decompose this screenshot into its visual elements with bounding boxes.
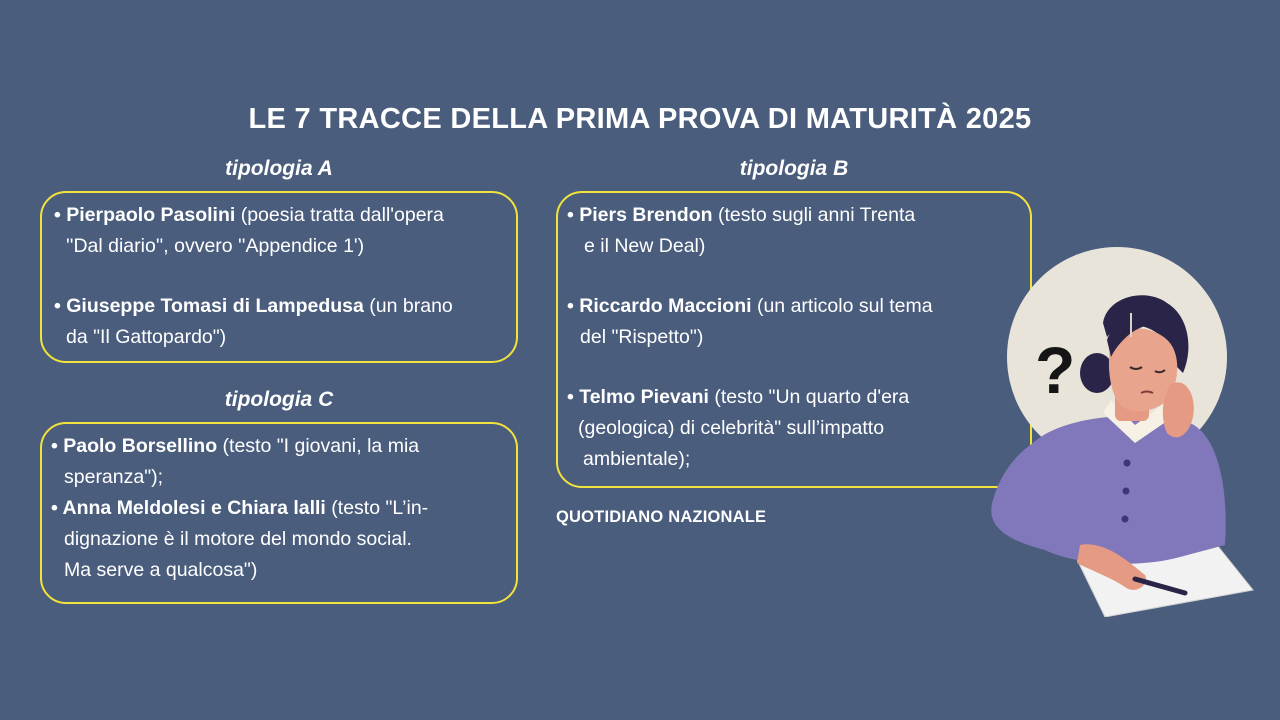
item-text: dignazione è il motore del mondo social.: [64, 528, 412, 550]
student-icon: [985, 245, 1255, 617]
pensive-student-illustration: [985, 245, 1255, 622]
source-credit: QUOTIDIANO NAZIONALE: [556, 508, 767, 526]
heading-tipologia-c: tipologia C: [224, 388, 334, 411]
author-name: • Piers Brendon: [567, 204, 713, 226]
item-text: ambientale);: [583, 448, 691, 470]
item-text: (testo "Un quarto d'era: [708, 386, 910, 408]
heading-tipologia-a: tipologia A: [225, 157, 333, 180]
item-text: Ma serve a qualcosa"): [64, 559, 258, 581]
item-text: (testo "I giovani, la mia: [217, 435, 420, 457]
author-name: • Riccardo Maccioni: [567, 295, 752, 317]
list-item: [54, 200, 444, 262]
item-text: (un brano: [363, 295, 453, 317]
item-text: ''Dal diario'', ovvero ''Appendice 1'): [66, 235, 365, 257]
item-text: (un articolo sul tema: [751, 295, 933, 317]
author-name: • Paolo Borsellino: [51, 435, 218, 457]
author-name: • Telmo Pievani: [567, 386, 709, 408]
list-item: [51, 431, 419, 493]
author-name: • Giuseppe Tomasi di Lampedusa: [54, 295, 364, 317]
list-item: [54, 291, 453, 353]
list-item: [567, 382, 909, 475]
heading-tipologia-b: tipologia B: [739, 157, 849, 180]
item-text: e il New Deal): [584, 235, 706, 257]
item-text: (poesia tratta dall'opera: [235, 204, 444, 226]
item-text: da "Il Gattopardo"): [66, 326, 227, 348]
list-item: [51, 493, 428, 586]
item-text: (testo sugli anni Trenta: [712, 204, 916, 226]
list-item: [567, 200, 915, 262]
author-name: • Pierpaolo Pasolini: [54, 204, 236, 226]
list-item: [567, 291, 933, 353]
author-name: • Anna Meldolesi e Chiara lalli: [51, 497, 326, 519]
item-text: (geologica) di celebrità" sull’impatto: [578, 417, 885, 439]
item-text: del "Rispetto"): [580, 326, 704, 348]
item-text: speranza");: [64, 466, 164, 488]
page-title: LE 7 TRACCE DELLA PRIMA PROVA DI MATURITÀ 2025: [248, 103, 1032, 135]
item-text: (testo "L’in-: [325, 497, 429, 519]
question-mark-icon: ?: [1035, 333, 1076, 407]
